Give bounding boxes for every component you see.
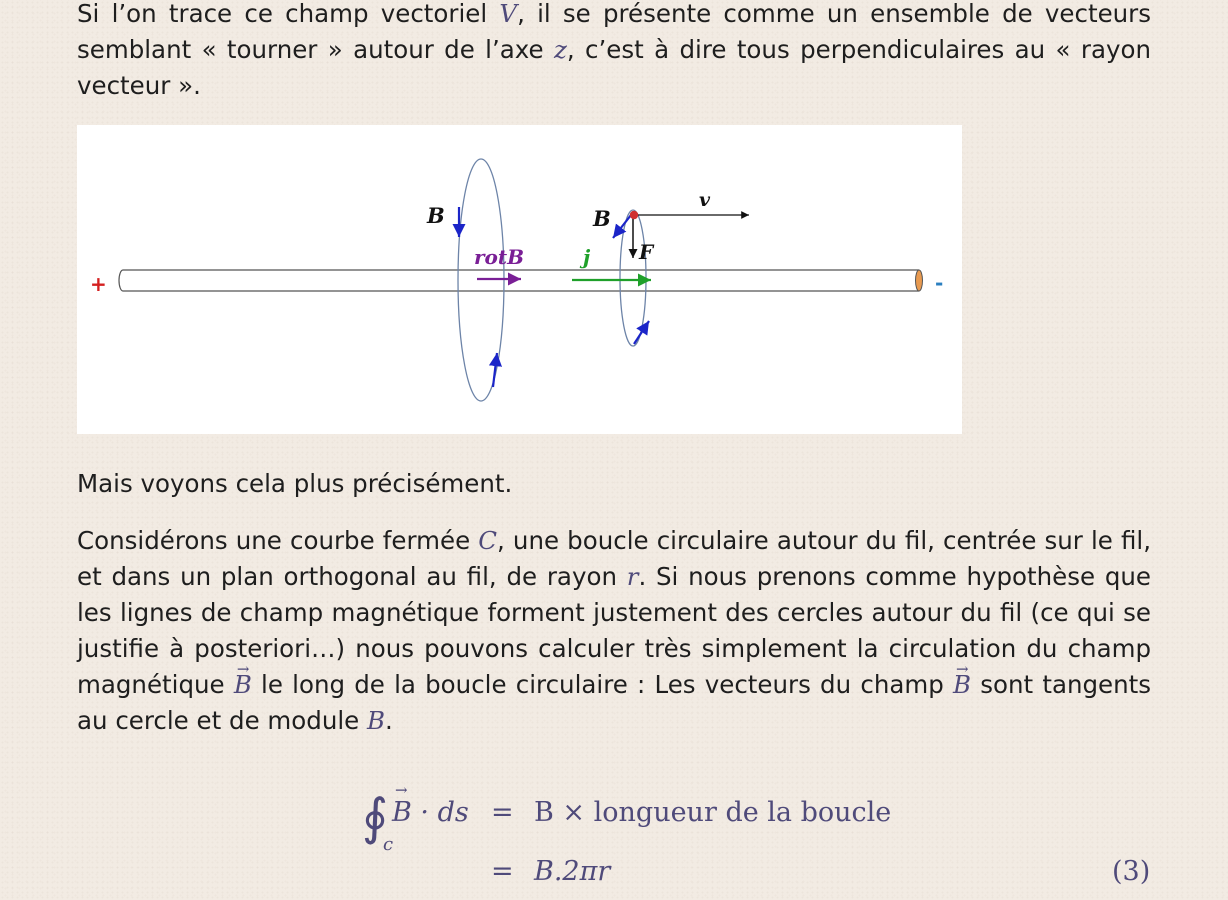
text-run: Considérons une courbe fermée xyxy=(77,526,479,555)
text-run: , une boucle circulaire autour du fil, centrée sur le fil, et dans un plan orthogonal au fil, de rayon xyxy=(77,526,1151,591)
wire-field-figure xyxy=(77,125,962,434)
figure-svg xyxy=(77,125,962,434)
label-j: j xyxy=(583,245,591,269)
transition-paragraph: Mais voyons cela plus précisément. xyxy=(77,469,513,498)
math-vector-B: → B xyxy=(234,667,252,703)
field-arrow-right-bottom xyxy=(634,321,649,344)
plus-sign: + xyxy=(90,272,107,296)
text-run: , c’est à dire tous perpendiculaires au « rayon vecteur ». xyxy=(77,35,1151,100)
label-B-left: B xyxy=(427,203,445,228)
label-B-right: B xyxy=(593,206,611,231)
moving-charge xyxy=(630,211,638,219)
wire-left-end xyxy=(119,270,123,291)
equation-number: (3) xyxy=(1112,856,1151,887)
label-v: v xyxy=(699,189,711,211)
eq-vector-B xyxy=(392,797,469,828)
eq-lhs-text: B · ds xyxy=(392,797,469,828)
integral-sign: ∮ xyxy=(362,788,389,846)
label-rotB: rotB xyxy=(474,245,525,269)
math-z: z xyxy=(553,35,567,64)
text-run: Si l’on trace ce champ vectoriel xyxy=(77,0,500,28)
equals-sign-1: = xyxy=(491,797,514,828)
text-run: . Si nous prenons comme hypothèse que les lignes de champ magnétique forment justement des cercles autour du fil (ce qui se justifie à posteriori…) nous pouvons calculer très simplement la circulation du champ magnétique xyxy=(77,562,1151,699)
integral-subscript: c xyxy=(383,834,394,855)
equals-sign-2: = xyxy=(491,856,514,887)
equation-lhs xyxy=(392,797,469,828)
math-r: r xyxy=(626,562,639,591)
text-run: sont tangents au cercle et de module xyxy=(77,670,1152,735)
math-vector-B: → B xyxy=(953,667,971,703)
label-F: F xyxy=(639,240,654,264)
wire-right-end xyxy=(916,270,923,291)
intro-paragraph xyxy=(77,0,1151,104)
wire xyxy=(123,270,919,291)
equation-rhs-2: B.2πr xyxy=(534,856,611,887)
field-arrow-right-top xyxy=(613,215,631,238)
math-V: V xyxy=(499,0,518,28)
text-run: . xyxy=(385,706,393,735)
text-run: le long de la boucle circulaire : Les vecteurs du champ xyxy=(251,670,953,699)
minus-sign: - xyxy=(935,271,944,295)
math-B: B xyxy=(367,706,386,735)
closed-curve-paragraph xyxy=(77,523,1151,739)
text-run: , il se présente comme un ensemble de vecteurs semblant « tourner » autour de l’axe xyxy=(77,0,1152,64)
equation-rhs-1: B × longueur de la boucle xyxy=(534,797,892,828)
math-C: C xyxy=(478,526,498,555)
